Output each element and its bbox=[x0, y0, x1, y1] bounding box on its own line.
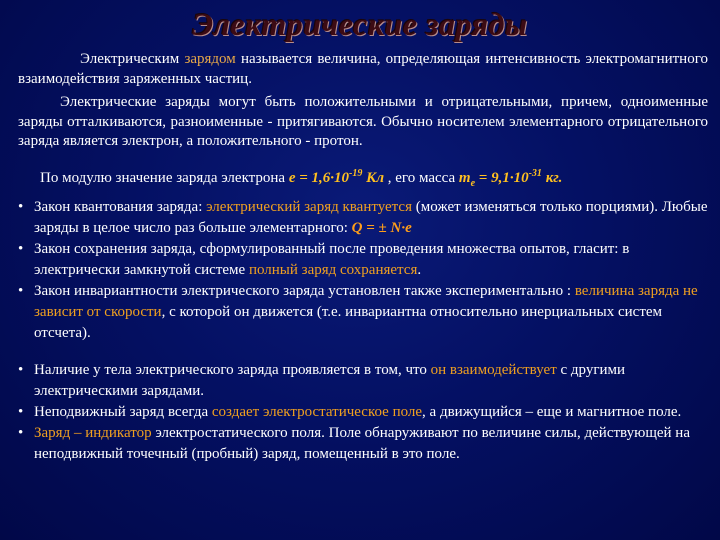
mass-unit: кг. bbox=[541, 170, 563, 186]
item-accent: электрический заряд квантуется bbox=[206, 199, 412, 215]
list-item bbox=[18, 423, 708, 465]
mass-sub: e bbox=[470, 178, 476, 189]
item-text: Закон сохранения заряда, сформулированный после проведения множества опытов, гласит: в электрически замкнутой системе bbox=[34, 241, 630, 278]
bullet-marker: • bbox=[18, 283, 24, 299]
item-text-post: (может изменяться только порциями). Любые заряды в целое число раз больше элементарного: bbox=[34, 199, 708, 236]
modulus-mid: , его масса bbox=[384, 170, 459, 186]
quantization-formula: Q = ± N·e bbox=[351, 220, 412, 236]
item-text: Неподвижный заряд всегда bbox=[34, 404, 212, 420]
mass-exp: -31 bbox=[528, 168, 542, 179]
electron-charge-formula bbox=[289, 170, 384, 186]
intro-post: называется величина, определяющая интенсивность электромагнитного взаимодействия заряженных частиц. bbox=[18, 51, 708, 87]
item-text: Закон инвариантности электрического заряда установлен также экспериментально : bbox=[34, 283, 575, 299]
item-text: Закон квантования заряда: bbox=[34, 199, 207, 215]
item-text-post: электростатического поля. Поле обнаруживают по величине силы, действующей на неподвижный точечный (пробный) заряд, помещенный в это поле. bbox=[34, 425, 690, 462]
charge-main: e = 1,6·10 bbox=[288, 170, 350, 186]
item-accent: полный заряд сохраняется bbox=[248, 262, 418, 278]
charge-exp: -19 bbox=[349, 168, 363, 179]
bullet-marker: • bbox=[18, 404, 24, 420]
item-text-post: . bbox=[417, 262, 422, 278]
list-item bbox=[18, 360, 708, 402]
list-item bbox=[18, 402, 708, 423]
bullet-marker: • bbox=[18, 199, 24, 215]
item-accent: он взаимодействует bbox=[430, 362, 557, 378]
slide-title: Электрические заряды bbox=[192, 6, 528, 42]
intro-highlight: зарядом bbox=[184, 51, 236, 67]
list-item bbox=[18, 239, 708, 281]
intro-definition bbox=[18, 50, 708, 89]
bullet-marker: • bbox=[18, 241, 24, 257]
item-accent: величина заряда не зависит от скорости bbox=[34, 283, 698, 320]
intro-pre: Электрическим bbox=[80, 51, 185, 67]
bullet-marker: • bbox=[18, 425, 24, 441]
item-text-post: , а движущийся – еще и магнитное поле. bbox=[422, 404, 682, 420]
intro-charge-types: Электрические заряды могут быть положительными и отрицательными, причем, одноименные заряды отталкиваются, разноименные - притягиваются. Обычно носителем элементарного отрицательного заряда является электрон, а положительного - протон. bbox=[18, 94, 708, 149]
list-item bbox=[18, 281, 708, 344]
item-accent: Заряд – индикатор bbox=[34, 425, 152, 441]
list-item bbox=[18, 197, 708, 239]
item-text-post: с другими электрическими зарядами. bbox=[34, 362, 626, 399]
properties-list bbox=[18, 360, 708, 465]
mass-eq: = 9,1·10 bbox=[475, 170, 529, 186]
item-accent: создает электростатическое поле bbox=[211, 404, 423, 420]
mass-main: m bbox=[458, 170, 471, 186]
modulus-pre: По модулю значение заряда электрона bbox=[40, 170, 289, 186]
laws-list bbox=[18, 197, 708, 344]
item-text: Наличие у тела электрического заряда проявляется в том, что bbox=[34, 362, 431, 378]
electron-mass-formula bbox=[458, 168, 563, 189]
electron-modulus-line bbox=[40, 168, 710, 189]
item-text-post: , с которой он движется (т.е. инвариантна относительно инерциальных систем отсчета). bbox=[34, 304, 663, 341]
bullet-marker: • bbox=[18, 362, 24, 378]
charge-unit: Кл bbox=[362, 170, 385, 186]
